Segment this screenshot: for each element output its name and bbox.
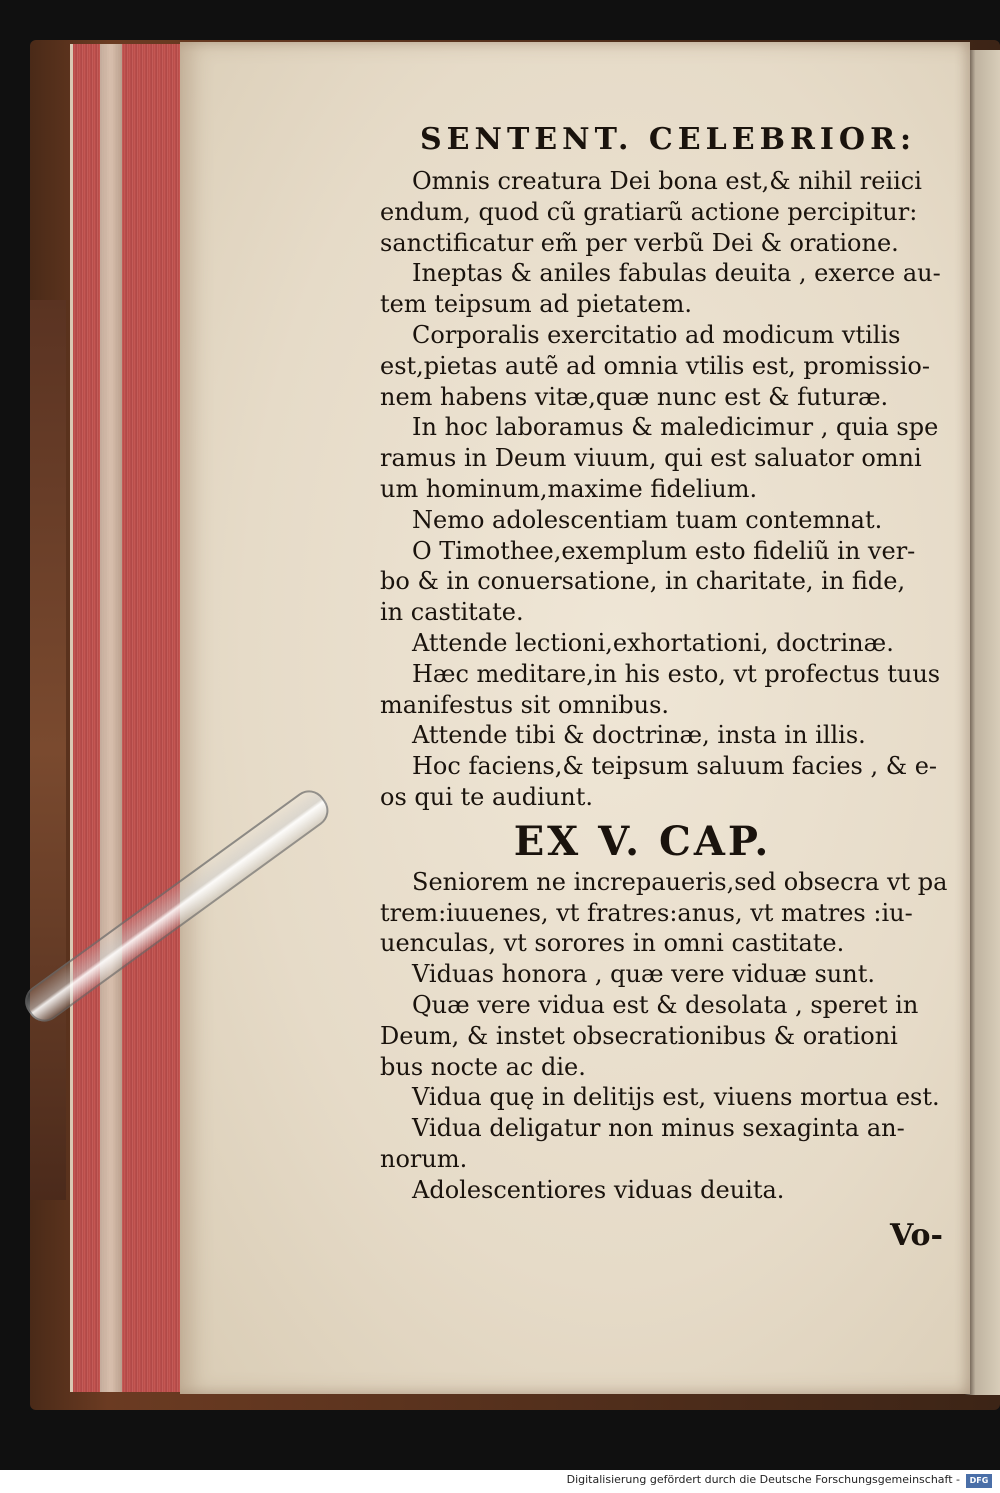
text-line: os qui te audiunt. — [380, 782, 593, 811]
text-line: tem teipsum ad pietatem. — [380, 290, 693, 319]
dfg-logo-icon: DFG — [966, 1474, 992, 1488]
text-line: um hominum,maxime fidelium. — [380, 474, 758, 503]
footer-credit: Digitalisierung gefördert durch die Deutsche Forschungsgemeinschaft - — [566, 1473, 960, 1486]
text-line: nem habens vitæ,quæ nunc est & futuræ. — [380, 382, 889, 411]
text-line: bus nocte ac die. — [380, 1052, 586, 1081]
text-line: Hoc faciens,& teipsum saluum facies , & e- — [412, 752, 938, 781]
text-line: sanctificatur em̃ per verbũ Dei & oratione. — [380, 228, 899, 257]
catchword: Vo- — [890, 1218, 943, 1253]
text-lines-part2 — [380, 867, 965, 1206]
cover-binding — [30, 300, 66, 1200]
page-text — [380, 122, 965, 1206]
text-line: Corporalis exercitatio ad modicum vtilis — [412, 320, 901, 349]
text-line: Quæ vere vidua est & desolata , speret in — [412, 990, 919, 1019]
text-line: Ineptas & aniles fabulas deuita , exerce au- — [412, 259, 941, 288]
text-line: Nemo adolescentiam tuam contemnat. — [412, 505, 883, 534]
text-lines-part1 — [380, 166, 965, 813]
text-line: in castitate. — [380, 598, 524, 627]
text-line: Hæc meditare,in his esto, vt profectus tuus — [412, 659, 941, 688]
text-line: Seniorem ne increpaueris,sed obsecra vt pa — [412, 867, 948, 896]
fore-edge-highlight — [100, 44, 122, 1392]
facing-page-edge — [965, 50, 1000, 1395]
text-line: ramus in Deum viuum, qui est saluator omni — [380, 444, 922, 473]
section-heading: EX V. CAP. — [513, 817, 772, 865]
running-head: SENTENT. CELEBRIOR: — [420, 122, 917, 157]
footer-bar — [0, 1470, 1000, 1493]
text-line: Omnis creatura Dei bona est,& nihil reiici — [412, 167, 922, 195]
text-line: O Timothee,exemplum esto fideliũ in ver- — [412, 536, 916, 565]
text-line: endum, quod cũ gratiarũ actione percipitur: — [380, 197, 918, 226]
text-line: Adolescentiores viduas deuita. — [412, 1175, 785, 1204]
text-line: norum. — [380, 1144, 468, 1173]
text-line: trem:iuuenes, vt fratres:anus, vt matres :iu- — [380, 898, 913, 927]
text-line: Vidua deligatur non minus sexaginta an- — [412, 1114, 905, 1143]
text-line: uenculas, vt sorores in omni castitate. — [380, 929, 845, 958]
text-line: bo & in conuersatione, in charitate, in fide, — [380, 567, 906, 596]
text-line: manifestus sit omnibus. — [380, 690, 670, 719]
text-line: est,pietas autẽ ad omnia vtilis est, promissio- — [380, 351, 930, 380]
text-line: In hoc laboramus & maledicimur , quia spe — [412, 413, 939, 442]
text-line: Attende tibi & doctrinæ, insta in illis. — [412, 721, 866, 750]
text-line: Attende lectioni,exhortationi, doctrinæ. — [412, 628, 894, 657]
text-line: Deum, & instet obsecrationibus & orationi — [380, 1021, 898, 1050]
text-line: Viduas honora , quæ vere viduæ sunt. — [412, 960, 875, 989]
text-line: Vidua quę in delitijs est, viuens mortua est. — [412, 1083, 940, 1112]
